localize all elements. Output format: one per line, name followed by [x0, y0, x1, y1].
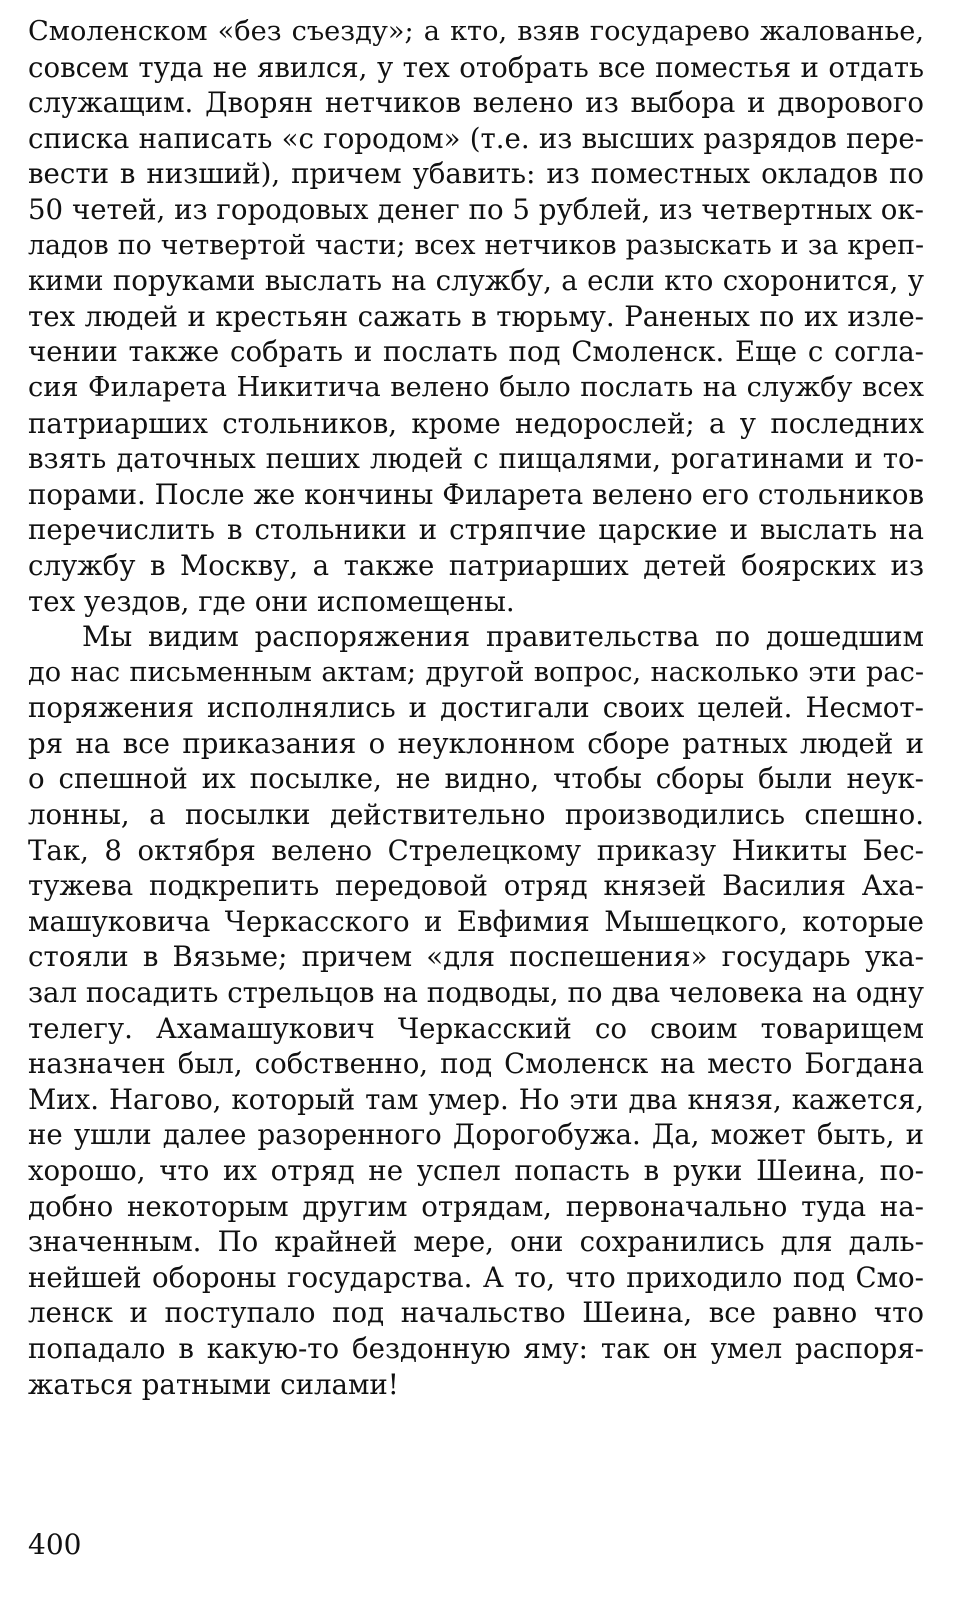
text-line: взять даточных пеших людей с пищалями, рогатинами и то-	[28, 442, 924, 476]
text-line: машуковича Черкасского и Евфимия Мышецкого, которые	[28, 904, 924, 938]
text-line: кими поруками выслать на службу, а если кто схоронится, у	[28, 264, 924, 298]
text-line: Мих. Нагово, который там умер. Но эти два князя, кажется,	[28, 1082, 924, 1116]
page-body	[28, 14, 924, 1402]
text-line: Мы видим распоряжения правительства по дошедшим	[82, 620, 924, 654]
text-line: перечислить в стольники и стряпчие царские и выслать на	[28, 513, 924, 547]
text-line: добно некоторым другим отрядам, первоначально туда на-	[28, 1189, 924, 1223]
text-line: ленск и поступало под начальство Шеина, все равно что	[28, 1296, 924, 1330]
text-line: тех уездов, где они испомещены.	[28, 584, 515, 618]
text-line: списка написать «с городом» (т.е. из высших разрядов пере-	[28, 121, 924, 155]
text-line: вести в низший), причем убавить: из поместных окладов по	[28, 157, 924, 191]
text-line: 50 четей, из городовых денег по 5 рублей, из четвертных ок-	[28, 192, 924, 226]
text-line: порами. После же кончины Филарета велено его стольников	[28, 477, 924, 511]
text-line: Так, 8 октября велено Стрелецкому приказу Никиты Бес-	[28, 833, 924, 867]
text-line: ладов по четвертой части; всех нетчиков разыскать и за креп-	[28, 229, 924, 261]
text-line: значенным. По крайней мере, они сохранились для даль-	[28, 1225, 924, 1259]
text-line: Смоленском «без съезду»; а кто, взяв государево жалованье,	[28, 16, 924, 47]
text-line: назначен был, собственно, под Смоленск на место Богдана	[28, 1047, 924, 1081]
text-line: нейшей обороны государства. А то, что приходило под Смо-	[28, 1260, 924, 1294]
text-line: жаться ратными силами!	[28, 1367, 399, 1401]
page-number: 400	[28, 1528, 82, 1561]
text-line: службу в Москву, а также патриарших детей боярских из	[28, 548, 924, 582]
paragraph-2	[28, 619, 924, 1402]
text-line: лонны, а посылки действительно производились спешно.	[28, 798, 924, 832]
text-line: не ушли далее разоренного Дорогобужа. Да, может быть, и	[28, 1118, 924, 1152]
text-line: до нас письменным актам; другой вопрос, насколько эти рас-	[28, 656, 924, 688]
text-line: поряжения исполнялись и достигали своих целей. Несмот-	[28, 691, 924, 725]
text-line: о спешной их посылке, не видно, чтобы сборы были неук-	[28, 762, 924, 796]
text-line: попадало в какую-то бездонную яму: так он умел распоря-	[28, 1331, 924, 1365]
text-line: стояли в Вязьме; причем «для поспешения» государь ука-	[28, 940, 924, 974]
text-line: телегу. Ахамашукович Черкасский со своим товарищем	[28, 1011, 924, 1045]
text-line: зал посадить стрельцов на подводы, по два человека на одну	[28, 976, 924, 1010]
text-line: тужева подкрепить передовой отряд князей Василия Аха-	[28, 869, 924, 903]
text-line: служащим. Дворян нетчиков велено из выбора и дворового	[28, 86, 924, 120]
paragraph-1	[28, 14, 924, 619]
text-line: совсем туда не явился, у тех отобрать все поместья и отдать	[28, 50, 924, 84]
text-line: чении также собрать и послать под Смоленск. Еще с согла-	[28, 335, 924, 369]
text-line: патриарших стольников, кроме недорослей; а у последних	[28, 406, 924, 440]
text-line: хорошо, что их отряд не успел попасть в руки Шеина, по-	[28, 1154, 924, 1187]
text-line: тех людей и крестьян сажать в тюрьму. Раненых по их изле-	[28, 299, 924, 333]
text-line: ря на все приказания о неуклонном сборе ратных людей и	[28, 726, 924, 760]
text-line: сия Филарета Никитича велено было послать на службу всех	[28, 371, 924, 403]
